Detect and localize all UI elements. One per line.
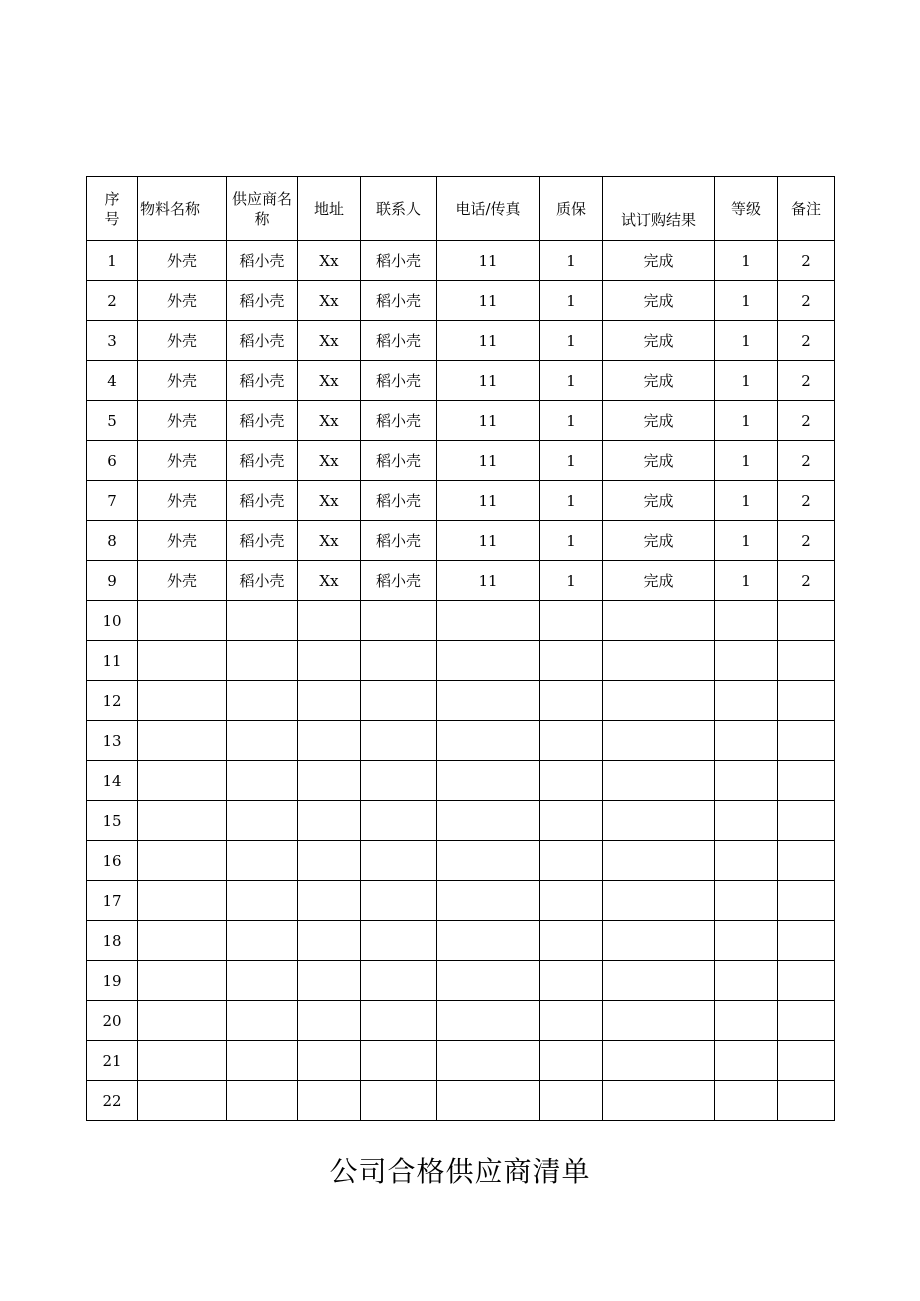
cell-material <box>138 1041 227 1081</box>
header-trial-result <box>603 177 715 241</box>
cell-grade <box>715 921 778 961</box>
cell-address <box>298 881 361 921</box>
cell-phone: 11 <box>437 481 540 521</box>
header-material-name: 物料名称 <box>138 177 227 241</box>
cell-remark <box>778 641 835 681</box>
table-row <box>87 1081 835 1121</box>
cell-address: Xx <box>298 361 361 401</box>
cell-warranty: 1 <box>540 321 603 361</box>
cell-supplier: 稻小壳 <box>227 481 298 521</box>
cell-seq: 20 <box>87 1001 138 1041</box>
cell-trial-result <box>603 721 715 761</box>
cell-contact: 稻小壳 <box>361 441 437 481</box>
cell-warranty <box>540 961 603 1001</box>
cell-phone: 11 <box>437 561 540 601</box>
cell-supplier: 稻小壳 <box>227 401 298 441</box>
table-row <box>87 841 835 881</box>
cell-seq: 2 <box>87 281 138 321</box>
cell-contact <box>361 961 437 1001</box>
cell-address <box>298 641 361 681</box>
cell-warranty: 1 <box>540 241 603 281</box>
cell-warranty <box>540 641 603 681</box>
table-row <box>87 521 835 561</box>
cell-seq: 4 <box>87 361 138 401</box>
cell-contact: 稻小壳 <box>361 321 437 361</box>
document-title: 公司合格供应商清单 <box>329 1155 591 1188</box>
cell-seq: 16 <box>87 841 138 881</box>
cell-contact <box>361 801 437 841</box>
cell-contact <box>361 1001 437 1041</box>
cell-seq: 7 <box>87 481 138 521</box>
cell-seq: 8 <box>87 521 138 561</box>
cell-phone: 11 <box>437 361 540 401</box>
cell-trial-result: 完成 <box>603 521 715 561</box>
cell-warranty: 1 <box>540 281 603 321</box>
cell-grade <box>715 721 778 761</box>
cell-supplier <box>227 761 298 801</box>
cell-address <box>298 681 361 721</box>
cell-trial-result <box>603 681 715 721</box>
cell-address <box>298 801 361 841</box>
table-row <box>87 1041 835 1081</box>
cell-address <box>298 1041 361 1081</box>
cell-contact: 稻小壳 <box>361 361 437 401</box>
table-row <box>87 881 835 921</box>
cell-phone <box>437 1081 540 1121</box>
cell-supplier: 稻小壳 <box>227 441 298 481</box>
table-row <box>87 801 835 841</box>
cell-phone: 11 <box>437 241 540 281</box>
cell-supplier <box>227 1001 298 1041</box>
cell-contact <box>361 881 437 921</box>
cell-grade: 1 <box>715 441 778 481</box>
cell-contact <box>361 1081 437 1121</box>
cell-address <box>298 1001 361 1041</box>
cell-warranty <box>540 1081 603 1121</box>
cell-contact <box>361 641 437 681</box>
table-row <box>87 1001 835 1041</box>
cell-remark <box>778 921 835 961</box>
cell-warranty <box>540 1001 603 1041</box>
cell-grade <box>715 1081 778 1121</box>
cell-contact: 稻小壳 <box>361 401 437 441</box>
cell-trial-result <box>603 1001 715 1041</box>
cell-material: 外壳 <box>138 401 227 441</box>
cell-remark: 2 <box>778 241 835 281</box>
cell-warranty <box>540 1041 603 1081</box>
cell-remark: 2 <box>778 561 835 601</box>
cell-trial-result: 完成 <box>603 241 715 281</box>
cell-warranty: 1 <box>540 361 603 401</box>
cell-supplier <box>227 1041 298 1081</box>
cell-trial-result: 完成 <box>603 401 715 441</box>
cell-material <box>138 641 227 681</box>
cell-address: Xx <box>298 521 361 561</box>
table-row <box>87 321 835 361</box>
cell-grade <box>715 961 778 1001</box>
cell-remark: 2 <box>778 521 835 561</box>
cell-trial-result: 完成 <box>603 481 715 521</box>
cell-trial-result: 完成 <box>603 561 715 601</box>
cell-contact <box>361 1041 437 1081</box>
cell-phone <box>437 681 540 721</box>
cell-remark <box>778 721 835 761</box>
cell-grade: 1 <box>715 281 778 321</box>
table-row <box>87 721 835 761</box>
cell-remark: 2 <box>778 441 835 481</box>
cell-phone <box>437 721 540 761</box>
cell-contact: 稻小壳 <box>361 481 437 521</box>
header-supplier-line2: 称 <box>254 209 270 228</box>
cell-trial-result <box>603 801 715 841</box>
cell-trial-result <box>603 881 715 921</box>
cell-address <box>298 921 361 961</box>
cell-grade: 1 <box>715 401 778 441</box>
cell-material <box>138 681 227 721</box>
header-supplier-line1: 供应商名 <box>231 189 292 208</box>
cell-grade <box>715 641 778 681</box>
table-row <box>87 961 835 1001</box>
cell-seq: 18 <box>87 921 138 961</box>
cell-seq: 1 <box>87 241 138 281</box>
header-seq-line1: 序 <box>104 189 120 208</box>
cell-remark <box>778 1001 835 1041</box>
cell-remark: 2 <box>778 281 835 321</box>
cell-warranty <box>540 681 603 721</box>
cell-address: Xx <box>298 401 361 441</box>
cell-phone <box>437 641 540 681</box>
cell-grade: 1 <box>715 521 778 561</box>
cell-supplier: 稻小壳 <box>227 361 298 401</box>
cell-grade: 1 <box>715 241 778 281</box>
cell-supplier <box>227 681 298 721</box>
cell-material <box>138 801 227 841</box>
cell-remark <box>778 1081 835 1121</box>
cell-material: 外壳 <box>138 241 227 281</box>
cell-remark <box>778 681 835 721</box>
cell-grade: 1 <box>715 321 778 361</box>
cell-seq: 12 <box>87 681 138 721</box>
cell-remark: 2 <box>778 481 835 521</box>
supplier-table <box>86 176 835 1121</box>
cell-supplier <box>227 961 298 1001</box>
cell-seq: 15 <box>87 801 138 841</box>
cell-phone: 11 <box>437 521 540 561</box>
cell-warranty <box>540 921 603 961</box>
cell-trial-result: 完成 <box>603 321 715 361</box>
cell-address: Xx <box>298 321 361 361</box>
cell-remark <box>778 881 835 921</box>
table-row <box>87 241 835 281</box>
table-row <box>87 761 835 801</box>
cell-warranty: 1 <box>540 521 603 561</box>
cell-supplier <box>227 1081 298 1121</box>
cell-trial-result <box>603 1041 715 1081</box>
cell-trial-result <box>603 641 715 681</box>
cell-material <box>138 761 227 801</box>
cell-address: Xx <box>298 481 361 521</box>
cell-material <box>138 721 227 761</box>
cell-material <box>138 601 227 641</box>
cell-supplier <box>227 641 298 681</box>
cell-material: 外壳 <box>138 361 227 401</box>
cell-grade <box>715 601 778 641</box>
cell-remark: 2 <box>778 361 835 401</box>
cell-phone <box>437 761 540 801</box>
cell-remark <box>778 801 835 841</box>
cell-grade <box>715 881 778 921</box>
cell-material <box>138 1001 227 1041</box>
cell-trial-result <box>603 601 715 641</box>
cell-remark: 2 <box>778 401 835 441</box>
cell-phone <box>437 801 540 841</box>
header-trial-result-label: 试订购结果 <box>620 210 696 229</box>
cell-contact <box>361 761 437 801</box>
cell-grade <box>715 1041 778 1081</box>
header-address: 地址 <box>298 177 361 241</box>
cell-contact: 稻小壳 <box>361 521 437 561</box>
table-row <box>87 681 835 721</box>
header-supplier-name <box>227 177 298 241</box>
cell-supplier: 稻小壳 <box>227 521 298 561</box>
cell-warranty <box>540 601 603 641</box>
table-row <box>87 561 835 601</box>
cell-trial-result <box>603 921 715 961</box>
cell-seq: 22 <box>87 1081 138 1121</box>
cell-address: Xx <box>298 561 361 601</box>
cell-trial-result <box>603 841 715 881</box>
cell-material: 外壳 <box>138 521 227 561</box>
cell-seq: 6 <box>87 441 138 481</box>
cell-material <box>138 961 227 1001</box>
cell-seq: 21 <box>87 1041 138 1081</box>
cell-seq: 13 <box>87 721 138 761</box>
cell-warranty <box>540 801 603 841</box>
cell-address <box>298 761 361 801</box>
cell-address <box>298 1081 361 1121</box>
cell-grade: 1 <box>715 481 778 521</box>
cell-warranty: 1 <box>540 401 603 441</box>
cell-phone <box>437 1001 540 1041</box>
cell-contact: 稻小壳 <box>361 241 437 281</box>
cell-trial-result <box>603 1081 715 1121</box>
cell-grade <box>715 1001 778 1041</box>
table-row <box>87 481 835 521</box>
cell-phone: 11 <box>437 321 540 361</box>
cell-seq: 5 <box>87 401 138 441</box>
cell-seq: 14 <box>87 761 138 801</box>
cell-remark <box>778 761 835 801</box>
cell-trial-result <box>603 761 715 801</box>
cell-seq: 3 <box>87 321 138 361</box>
cell-material: 外壳 <box>138 281 227 321</box>
table-row <box>87 401 835 441</box>
cell-address: Xx <box>298 441 361 481</box>
cell-grade: 1 <box>715 561 778 601</box>
cell-material <box>138 841 227 881</box>
header-grade: 等级 <box>715 177 778 241</box>
header-warranty: 质保 <box>540 177 603 241</box>
cell-remark <box>778 1041 835 1081</box>
cell-remark <box>778 961 835 1001</box>
cell-warranty <box>540 721 603 761</box>
cell-supplier <box>227 721 298 761</box>
cell-warranty: 1 <box>540 561 603 601</box>
cell-phone: 11 <box>437 281 540 321</box>
cell-phone <box>437 1041 540 1081</box>
header-contact: 联系人 <box>361 177 437 241</box>
cell-material <box>138 921 227 961</box>
cell-trial-result: 完成 <box>603 361 715 401</box>
cell-address <box>298 721 361 761</box>
header-remark: 备注 <box>778 177 835 241</box>
header-seq <box>87 177 138 241</box>
cell-contact <box>361 841 437 881</box>
cell-address <box>298 961 361 1001</box>
cell-seq: 17 <box>87 881 138 921</box>
cell-supplier: 稻小壳 <box>227 241 298 281</box>
cell-warranty <box>540 841 603 881</box>
cell-phone: 11 <box>437 401 540 441</box>
cell-material <box>138 881 227 921</box>
header-seq-line2: 号 <box>104 209 120 228</box>
cell-address <box>298 841 361 881</box>
cell-seq: 19 <box>87 961 138 1001</box>
cell-remark <box>778 601 835 641</box>
cell-grade <box>715 801 778 841</box>
cell-contact <box>361 601 437 641</box>
cell-seq: 9 <box>87 561 138 601</box>
cell-supplier <box>227 841 298 881</box>
cell-warranty: 1 <box>540 481 603 521</box>
supplier-table-container <box>86 176 834 1121</box>
cell-phone <box>437 601 540 641</box>
cell-contact <box>361 921 437 961</box>
cell-material: 外壳 <box>138 561 227 601</box>
cell-grade <box>715 681 778 721</box>
table-row <box>87 281 835 321</box>
cell-seq: 11 <box>87 641 138 681</box>
cell-grade <box>715 841 778 881</box>
cell-trial-result <box>603 961 715 1001</box>
cell-seq: 10 <box>87 601 138 641</box>
cell-supplier <box>227 601 298 641</box>
cell-contact <box>361 721 437 761</box>
table-row <box>87 361 835 401</box>
cell-trial-result: 完成 <box>603 441 715 481</box>
cell-warranty <box>540 761 603 801</box>
cell-warranty: 1 <box>540 441 603 481</box>
cell-address: Xx <box>298 281 361 321</box>
cell-grade: 1 <box>715 361 778 401</box>
cell-remark: 2 <box>778 321 835 361</box>
table-row <box>87 641 835 681</box>
table-row <box>87 601 835 641</box>
cell-remark <box>778 841 835 881</box>
table-header-row <box>87 177 835 241</box>
cell-phone <box>437 961 540 1001</box>
cell-supplier <box>227 921 298 961</box>
cell-supplier <box>227 881 298 921</box>
table-row <box>87 441 835 481</box>
cell-phone <box>437 921 540 961</box>
header-phone-fax: 电话/传真 <box>437 177 540 241</box>
cell-phone <box>437 881 540 921</box>
cell-phone: 11 <box>437 441 540 481</box>
cell-address: Xx <box>298 241 361 281</box>
cell-address <box>298 601 361 641</box>
cell-phone <box>437 841 540 881</box>
cell-material: 外壳 <box>138 481 227 521</box>
cell-contact: 稻小壳 <box>361 561 437 601</box>
cell-trial-result: 完成 <box>603 281 715 321</box>
cell-supplier: 稻小壳 <box>227 321 298 361</box>
cell-material: 外壳 <box>138 441 227 481</box>
cell-grade <box>715 761 778 801</box>
cell-supplier: 稻小壳 <box>227 561 298 601</box>
cell-material <box>138 1081 227 1121</box>
table-body <box>87 241 835 1121</box>
table-row <box>87 921 835 961</box>
cell-supplier <box>227 801 298 841</box>
cell-supplier: 稻小壳 <box>227 281 298 321</box>
cell-contact: 稻小壳 <box>361 281 437 321</box>
cell-contact <box>361 681 437 721</box>
cell-material: 外壳 <box>138 321 227 361</box>
cell-warranty <box>540 881 603 921</box>
